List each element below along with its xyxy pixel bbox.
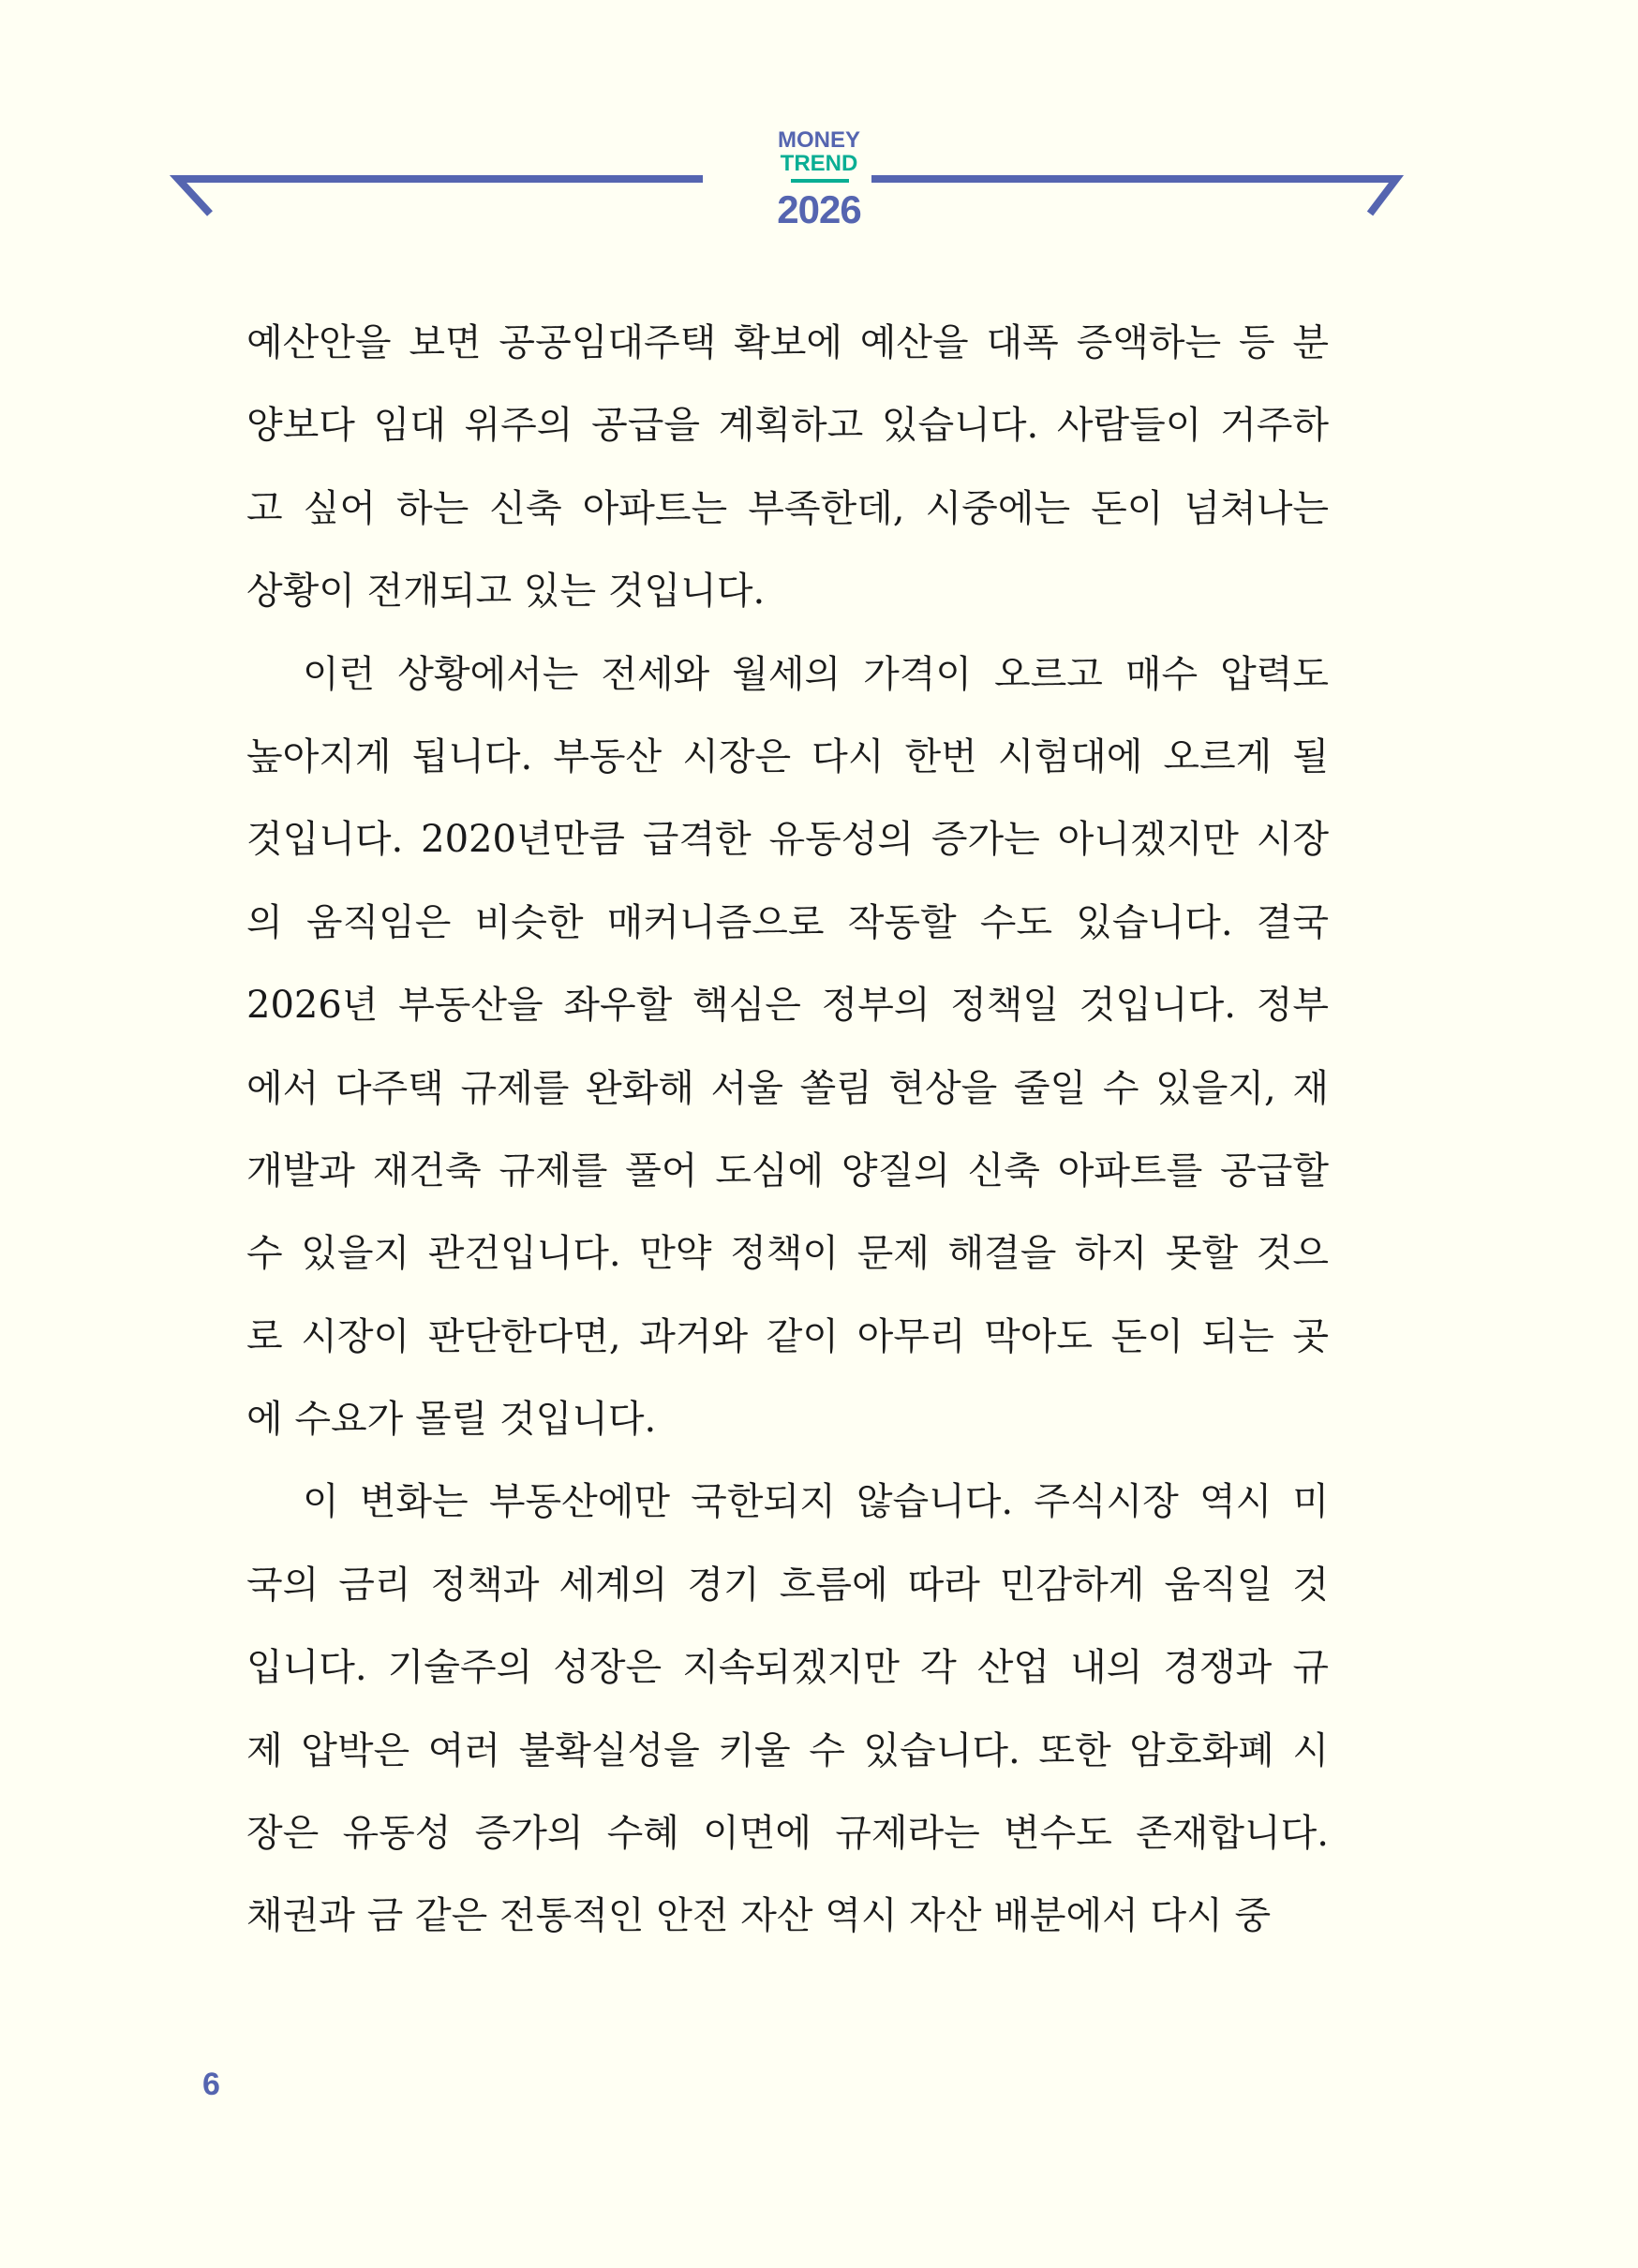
text-line: 채권과 금 같은 전통적인 안전 자산 역시 자산 배분에서 다시 중	[246, 1894, 1272, 1938]
logo-money: MONEY	[777, 127, 860, 153]
text-line: 입니다. 기술주의 성장은 지속되겠지만 각 산업 내의 경쟁과 규	[246, 1646, 1329, 1690]
paragraph	[246, 646, 1329, 1475]
text-line: 고 싶어 하는 신축 아파트는 부족한데, 시중에는 돈이 넘쳐나는	[246, 486, 1329, 530]
paragraph	[246, 315, 1329, 646]
text-line: 수 있을지 관건입니다. 만약 정책이 문제 해결을 하지 못할 것으	[246, 1232, 1329, 1276]
text-line: 2026년 부동산을 좌우할 핵심은 정부의 정책일 것입니다. 정부	[246, 984, 1329, 1028]
text-line: 의 움직임은 비슷한 매커니즘으로 작동할 수도 있습니다. 결국	[246, 900, 1329, 944]
running-header	[0, 0, 1638, 281]
page-number: 6	[202, 2067, 220, 2102]
text-line: 예산안을 보면 공공임대주택 확보에 예산을 대폭 증액하는 등 분	[246, 321, 1329, 364]
text-line: 상황이 전개되고 있는 것입니다.	[246, 570, 766, 614]
body-text	[246, 315, 1329, 1971]
paragraph	[246, 1474, 1329, 1970]
text-line: 이 변화는 부동산에만 국한되지 않습니다. 주식시장 역시 미	[303, 1480, 1329, 1524]
text-line: 에 수요가 몰릴 것입니다.	[246, 1398, 657, 1442]
text-line: 높아지게 됩니다. 부동산 시장은 다시 한번 시험대에 오르게 될	[246, 734, 1329, 778]
text-line: 것입니다. 2020년만큼 급격한 유동성의 증가는 아니겠지만 시장	[246, 818, 1329, 862]
text-line: 개발과 재건축 규제를 풀어 도심에 양질의 신축 아파트를 공급할	[246, 1149, 1329, 1193]
text-line: 양보다 임대 위주의 공급을 계획하고 있습니다. 사람들이 거주하	[246, 404, 1329, 448]
logo-year: 2026	[777, 187, 861, 231]
text-line: 로 시장이 판단한다면, 과거와 같이 아무리 막아도 돈이 되는 곳	[246, 1314, 1329, 1358]
text-line: 이런 상황에서는 전세와 월세의 가격이 오르고 매수 압력도	[303, 652, 1329, 696]
text-line: 제 압박은 여러 불확실성을 키울 수 있습니다. 또한 암호화폐 시	[246, 1728, 1329, 1772]
text-line: 장은 유동성 증가의 수혜 이면에 규제라는 변수도 존재합니다.	[246, 1812, 1329, 1856]
text-line: 에서 다주택 규제를 완화해 서울 쏠림 현상을 줄일 수 있을지, 재	[246, 1066, 1329, 1110]
logo-trend: TREND	[780, 151, 858, 176]
text-line: 국의 금리 정책과 세계의 경기 흐름에 따라 민감하게 움직일 것	[246, 1563, 1329, 1607]
logo-underline	[791, 179, 849, 183]
